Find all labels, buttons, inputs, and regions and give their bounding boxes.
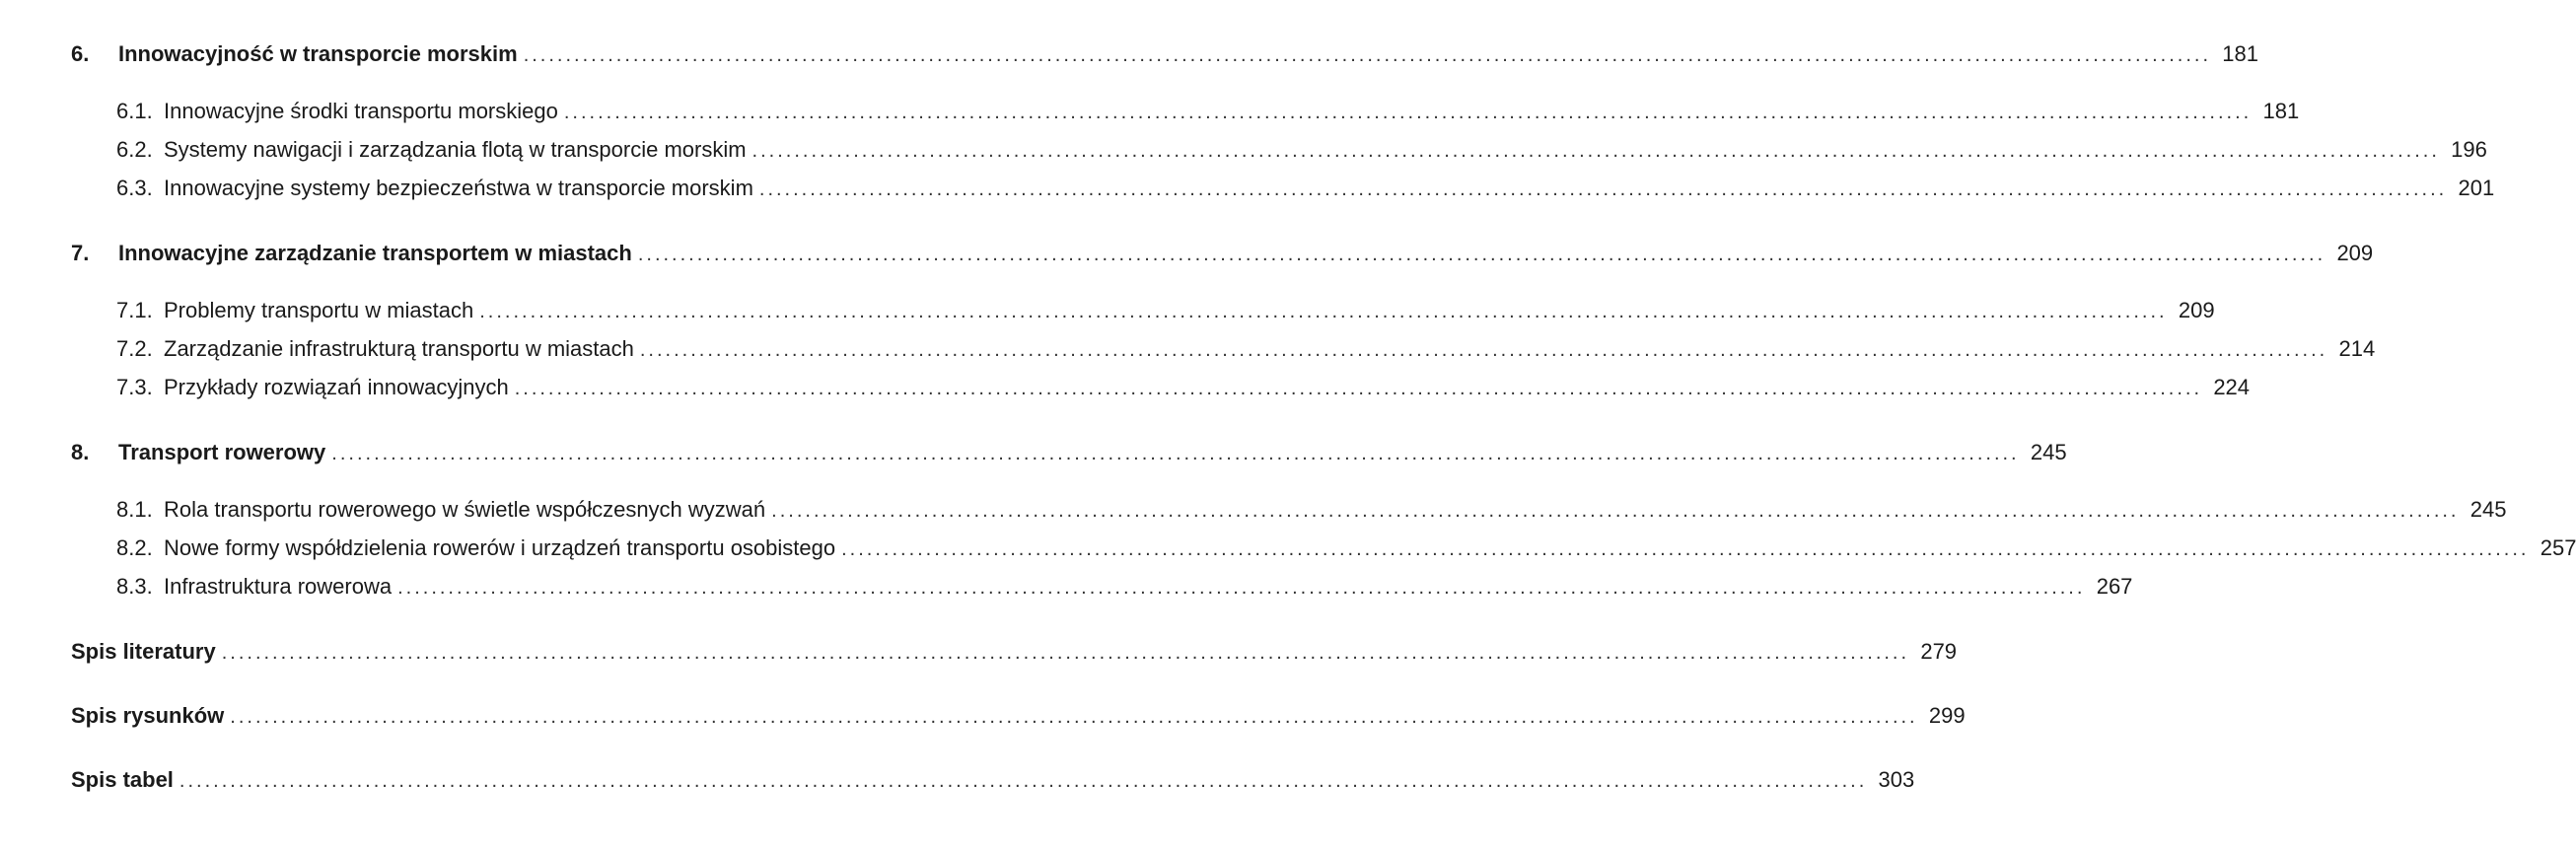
chapter-title: Innowacyjność w transporcie morskim (118, 41, 518, 66)
dot-leader: ........................................................................................................................................................................................................ (331, 443, 2020, 464)
section-number: 6.3. (116, 176, 153, 200)
page-number: 245 (2469, 497, 2507, 522)
page-number: 201 (2458, 176, 2495, 200)
toc-chapter-8[interactable] (0, 436, 2067, 469)
toc-section-8-2[interactable] (0, 532, 2576, 565)
dot-leader: ........................................................................................................................................................................................................ (179, 770, 1868, 792)
toc-list-of-tables[interactable] (0, 763, 1915, 797)
toc-section-7-2[interactable] (0, 332, 2376, 366)
page-number: 209 (2336, 241, 2374, 265)
page-number: 181 (2262, 99, 2300, 123)
page-number: 209 (2178, 298, 2215, 322)
dot-leader: ........................................................................................................................................................................................................ (637, 244, 2326, 265)
toc-section-6-2[interactable] (0, 133, 2487, 167)
chapter-number: 7. (71, 241, 90, 265)
section-number: 7.2. (116, 336, 153, 361)
toc-references[interactable] (0, 635, 1958, 669)
dot-leader: ........................................................................................................................................................................................................ (758, 178, 2448, 200)
chapter-number: 6. (71, 41, 90, 66)
toc-section-8-3[interactable] (0, 570, 2133, 604)
section-number: 8.2. (116, 535, 153, 560)
section-title: Rola transportu rowerowego w świetle współczesnych wyzwań (164, 497, 766, 522)
toc-section-7-1[interactable] (0, 294, 2215, 327)
section-number: 7.3. (116, 375, 153, 399)
back-matter-title: Spis literatury (71, 639, 216, 664)
toc-section-6-3[interactable] (0, 172, 2495, 205)
page-number: 257 (2540, 535, 2576, 560)
section-number: 8.3. (116, 574, 153, 599)
toc-section-6-1[interactable] (0, 95, 2300, 128)
section-title: Przykłady rozwiązań innowacyjnych (164, 375, 509, 399)
dot-leader: ........................................................................................................................................................................................................ (230, 706, 1918, 728)
section-title: Innowacyjne środki transportu morskiego (164, 99, 558, 123)
toc-chapter-7[interactable] (0, 237, 2374, 270)
toc-section-8-1[interactable] (0, 493, 2507, 527)
dot-leader: ........................................................................................................................................................................................................ (563, 102, 2253, 123)
dot-leader: ........................................................................................................................................................................................................ (514, 378, 2203, 399)
page-number: 245 (2030, 440, 2067, 464)
dot-leader: ........................................................................................................................................................................................................ (221, 642, 1910, 664)
toc-section-7-3[interactable] (0, 371, 2251, 404)
dot-leader: ........................................................................................................................................................................................................ (397, 577, 2086, 599)
dot-leader: ........................................................................................................................................................................................................ (841, 538, 2530, 560)
toc-chapter-6[interactable] (0, 37, 2259, 71)
dot-leader: ........................................................................................................................................................................................................ (523, 44, 2212, 66)
chapter-title: Transport rowerowy (118, 440, 326, 464)
dot-leader: ........................................................................................................................................................................................................ (639, 339, 2328, 361)
section-title: Zarządzanie infrastrukturą transportu w miastach (164, 336, 634, 361)
page-number: 267 (2096, 574, 2133, 599)
page-number: 196 (2451, 137, 2487, 162)
section-title: Problemy transportu w miastach (164, 298, 474, 322)
dot-leader: ........................................................................................................................................................................................................ (771, 500, 2460, 522)
section-title: Nowe formy współdzielenia rowerów i urządzeń transportu osobistego (164, 535, 836, 560)
section-number: 6.1. (116, 99, 153, 123)
page-number: 279 (1920, 639, 1958, 664)
page-number: 224 (2213, 375, 2251, 399)
dot-leader: ........................................................................................................................................................................................................ (751, 140, 2440, 162)
section-number: 7.1. (116, 298, 153, 322)
chapter-number: 8. (71, 440, 90, 464)
page-number: 299 (1928, 703, 1966, 728)
dot-leader: ........................................................................................................................................................................................................ (479, 301, 2168, 322)
section-title: Infrastruktura rowerowa (164, 574, 393, 599)
section-number: 8.1. (116, 497, 153, 522)
back-matter-title: Spis rysunków (71, 703, 225, 728)
page-number: 303 (1878, 767, 1915, 792)
back-matter-title: Spis tabel (71, 767, 174, 792)
page-number: 181 (2222, 41, 2259, 66)
chapter-title: Innowacyjne zarządzanie transportem w miastach (118, 241, 632, 265)
section-title: Innowacyjne systemy bezpieczeństwa w transporcie morskim (164, 176, 753, 200)
toc-list-of-figures[interactable] (0, 699, 1966, 733)
section-title: Systemy nawigacji i zarządzania flotą w transporcie morskim (164, 137, 747, 162)
section-number: 6.2. (116, 137, 153, 162)
page-number: 214 (2338, 336, 2376, 361)
